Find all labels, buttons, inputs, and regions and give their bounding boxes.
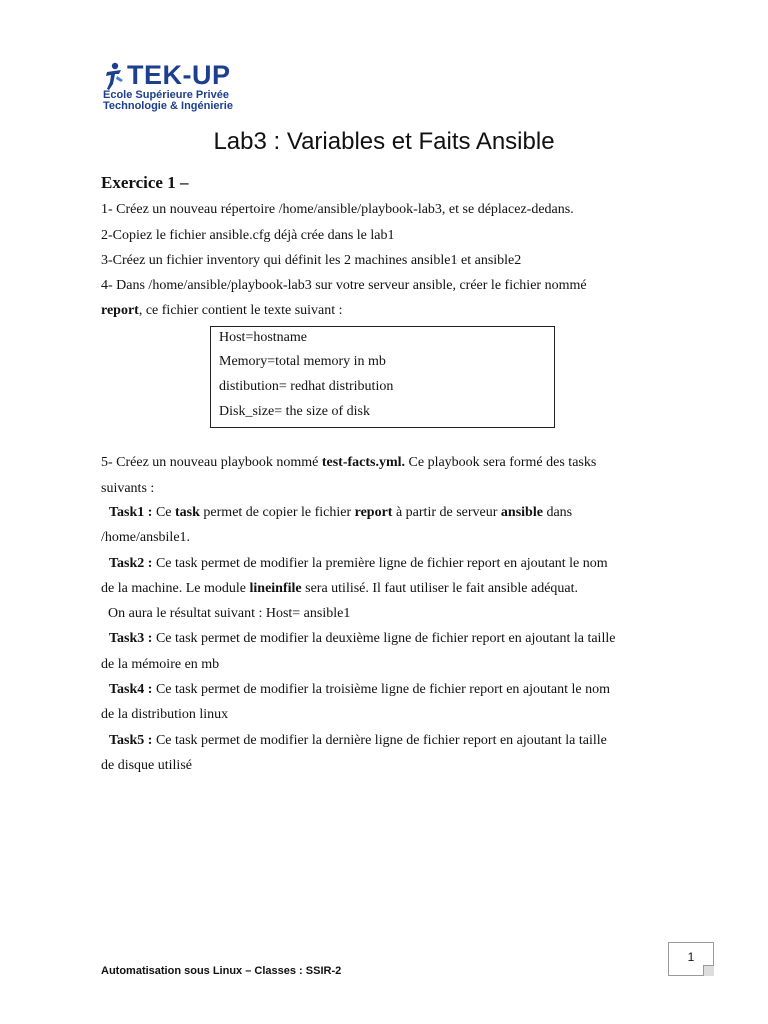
- step-4-line-2: [101, 303, 343, 319]
- task-4-text: Ce task permet de modifier la troisième ligne de fichier report en ajoutant le nom: [152, 682, 611, 697]
- task-2-line-2: [101, 581, 578, 597]
- task-1-line-2: /home/ansbile1.: [101, 530, 191, 545]
- task-3-text: Ce task permet de modifier la deuxième ligne de fichier report en ajoutant la taille: [152, 631, 616, 646]
- task-1-bold-task: task: [175, 505, 200, 520]
- task-1-text-e: à partir de serveur: [392, 505, 501, 520]
- logo-name: TEK-UP: [127, 60, 231, 90]
- task-1-text-a: Ce: [152, 505, 176, 520]
- report-filename: report: [101, 303, 139, 318]
- task-1-bold-report: report: [354, 505, 393, 520]
- task-3-label: Task3 :: [109, 631, 153, 646]
- logo-subtitle-2: Technologie & Ingénierie: [103, 100, 233, 112]
- report-line-host: Host=hostname: [219, 330, 307, 345]
- task-2-line-1: [109, 556, 608, 572]
- step-4-text: , ce fichier contient le texte suivant :: [138, 303, 343, 318]
- step-3: 3-Créez un fichier inventory qui définit les 2 machines ansible1 et ansible2: [101, 253, 522, 268]
- task-4-line-2: de la distribution linux: [101, 707, 229, 722]
- module-lineinfile: lineinfile: [249, 581, 302, 596]
- task-1-bold-ansible: ansible: [500, 505, 543, 520]
- step-1: 1- Créez un nouveau répertoire /home/ansible/playbook-lab3, et se déplacez-dedans.: [101, 202, 574, 217]
- task-2-text-post: sera utilisé. Il faut utiliser le fait ansible adéquat.: [301, 581, 579, 596]
- report-line-memory: Memory=total memory in mb: [219, 354, 386, 369]
- task-3-line-2: de la mémoire en mb: [101, 657, 220, 672]
- school-logo: [103, 60, 263, 112]
- task-4-label: Task4 :: [109, 682, 153, 697]
- page-number-box: [668, 942, 714, 976]
- task-2-result: On aura le résultat suivant : Host= ansible1: [108, 606, 351, 621]
- task-4-line-1: [109, 682, 610, 698]
- step-5-text: 5- Créez un nouveau playbook nommé: [101, 455, 322, 470]
- task-1-text-c: permet de copier le fichier: [199, 505, 355, 520]
- step-2: 2-Copiez le fichier ansible.cfg déjà crée dans le lab1: [101, 228, 395, 243]
- exercise-title: Exercice 1 –: [101, 173, 189, 192]
- footer-text: Automatisation sous Linux – Classes : SSIR-2: [101, 965, 342, 977]
- task-5-text: Ce task permet de modifier la dernière ligne de fichier report en ajoutant la taille: [152, 733, 607, 748]
- task-5-line-2: de disque utilisé: [101, 758, 192, 773]
- step-5-line-1: [101, 455, 596, 471]
- logo-subtitle-1: Ecole Supérieure Privée: [103, 89, 229, 101]
- step-5-line-2: suivants :: [101, 481, 155, 496]
- task-2-text-pre: de la machine. Le module: [101, 581, 250, 596]
- playbook-filename: test-facts.yml.: [321, 455, 406, 470]
- task-1-text-g: dans: [542, 505, 573, 520]
- report-line-disk: Disk_size= the size of disk: [219, 404, 370, 419]
- task-1-label: Task1 :: [109, 505, 153, 520]
- step-4-line-1: 4- Dans /home/ansible/playbook-lab3 sur votre serveur ansible, créer le fichier nommé: [101, 278, 587, 293]
- step-5-text-2: Ce playbook sera formé des tasks: [405, 455, 597, 470]
- report-content-box: [210, 326, 555, 428]
- task-5-line-1: [109, 733, 607, 749]
- report-line-distribution: distibution= redhat distribution: [219, 379, 394, 394]
- logo-mark-icon: [103, 62, 125, 92]
- task-2-text: Ce task permet de modifier la première ligne de fichier report en ajoutant le nom: [152, 556, 608, 571]
- document-title: Lab3 : Variables et Faits Ansible: [213, 128, 555, 155]
- task-2-label: Task2 :: [109, 556, 153, 571]
- task-3-line-1: [109, 631, 615, 647]
- task-5-label: Task5 :: [109, 733, 153, 748]
- page-number: 1: [687, 950, 695, 964]
- task-1-line-1: [109, 505, 572, 521]
- page-fold-icon: [703, 965, 714, 976]
